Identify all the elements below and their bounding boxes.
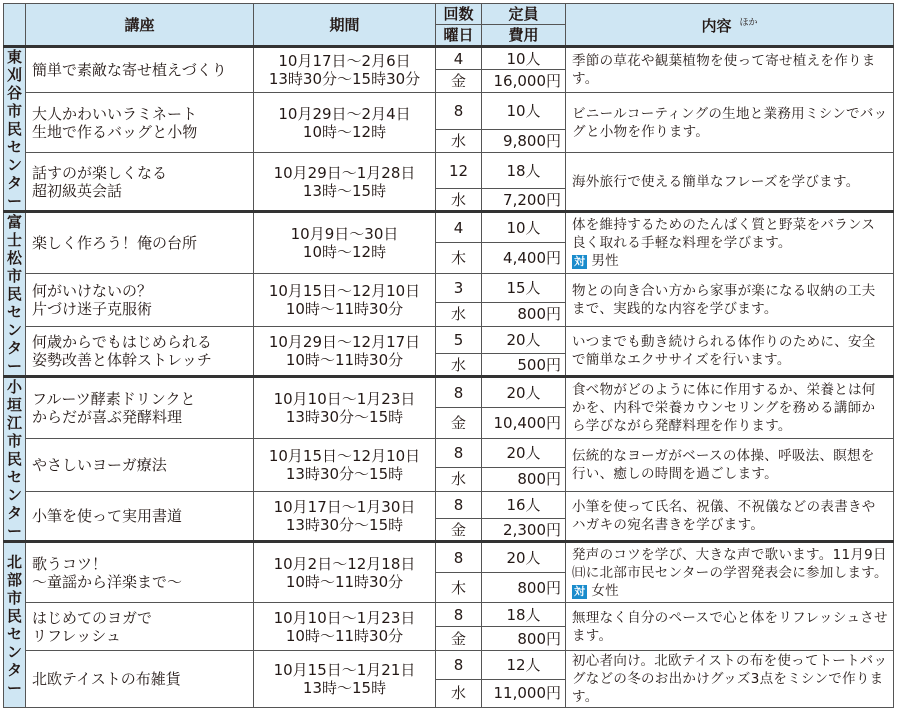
weekday: 水	[436, 189, 482, 212]
capacity: 10人	[482, 47, 566, 70]
weekday: 水	[436, 679, 482, 708]
course-name: 大人かわいいラミネート 生地で作るバッグと小物	[26, 93, 254, 153]
course-content	[566, 439, 894, 492]
weekday: 金	[436, 408, 482, 439]
weekday: 水	[436, 354, 482, 377]
course-name: 楽しく作ろう！俺の台所	[26, 212, 254, 274]
capacity: 16人	[482, 491, 566, 519]
course-period: 10月10日～1月23日 10時～11時30分	[254, 603, 436, 651]
weekday: 水	[436, 302, 482, 326]
target-badge: 対	[574, 255, 586, 268]
course-name: 話すのが楽しくなる 超初級英会話	[26, 153, 254, 212]
content-text: 食べ物がどのように体に作用するか、栄養とは何かを、内科で栄養カウンセリングを務める講師から学びながら発酵料理を作ります。	[572, 382, 876, 434]
course-content	[566, 93, 894, 153]
fee: 800円	[482, 573, 566, 603]
course-content	[566, 651, 894, 708]
course-header: 講座	[26, 4, 254, 47]
content-text: 発声のコツを学び、大きな声で歌います。11月9日㈰に北部市民センターの学習発表会に参加します。	[572, 546, 887, 581]
course-table-body	[4, 47, 894, 708]
content-text: 海外旅行で使える簡単なフレーズを学びます。	[572, 173, 860, 190]
capacity-header: 定員	[482, 4, 566, 25]
course-period: 10月15日～12月10日 13時30分～15時	[254, 439, 436, 492]
fee: 10,400円	[482, 408, 566, 439]
content-text: 伝統的なヨーガがベースの体操、呼吸法、瞑想を行い、癒しの時間を過ごします。	[572, 447, 875, 482]
capacity: 18人	[482, 603, 566, 627]
fee-header: 費用	[482, 25, 566, 47]
course-content	[566, 491, 894, 542]
fee: 9,800円	[482, 130, 566, 153]
venue-label: 小垣江市民センター	[4, 377, 26, 542]
course-period: 10月15日～1月21日 13時～15時	[254, 651, 436, 708]
content-text: ビニールコーティングの生地と業務用ミシンでバッグと小物を作ります。	[572, 105, 888, 140]
course-period: 10月2日～12月18日 10時～11時30分	[254, 542, 436, 603]
course-content	[566, 542, 894, 603]
course-period: 10月10日～1月23日 13時30分～15時	[254, 377, 436, 439]
weekday-header: 曜日	[436, 25, 482, 47]
course-period: 10月17日～2月6日 13時30分～15時30分	[254, 47, 436, 93]
session-count: 4	[436, 47, 482, 70]
fee: 7,200円	[482, 189, 566, 212]
course-period: 10月9日～30日 10時～12時	[254, 212, 436, 274]
venue-label: 北部市民センター	[4, 542, 26, 708]
course-table	[3, 3, 894, 708]
course-name: 歌うコツ！ ～童謡から洋楽まで～	[26, 542, 254, 603]
course-content	[566, 377, 894, 439]
capacity: 18人	[482, 153, 566, 189]
capacity: 20人	[482, 377, 566, 408]
weekday: 水	[436, 467, 482, 491]
content-text: 物との向き合い方から家事が楽になる収納の工夫まで、実践的な内容を学びます。	[572, 282, 876, 317]
content-text: いつまでも動き続けられる体作りのために、安全で簡単なエクササイズを行います。	[572, 333, 876, 368]
course-content	[566, 603, 894, 651]
weekday: 木	[436, 573, 482, 603]
course-period: 10月17日～1月30日 13時30分～15時	[254, 491, 436, 542]
weekday: 金	[436, 70, 482, 93]
content-text: 体を維持するためのたんぱく質と野菜をバランス良く取れる手軽な料理を学びます。	[572, 217, 876, 251]
content-text: 初心者向け。北欧テイストの布を使ってトートバッグなどの冬のお出かけグッズ3点をミシンで作ります。	[572, 653, 888, 705]
course-name: 何がいけないの？ 片づけ迷子克服術	[26, 274, 254, 327]
weekday: 金	[436, 627, 482, 651]
period-header: 期間	[254, 4, 436, 47]
fee: 2,300円	[482, 519, 566, 542]
fee: 11,000円	[482, 679, 566, 708]
session-count: 8	[436, 491, 482, 519]
target-text: 男性	[591, 253, 619, 269]
course-content	[566, 326, 894, 377]
capacity: 10人	[482, 93, 566, 130]
weekday: 水	[436, 130, 482, 153]
session-count: 8	[436, 439, 482, 468]
content-text: 無理なく自分のペースで心と体をリフレッシュさせます。	[572, 609, 888, 644]
session-count: 12	[436, 153, 482, 189]
weekday: 金	[436, 519, 482, 542]
course-name: 小筆を使って実用書道	[26, 491, 254, 542]
target-text: 女性	[591, 582, 619, 599]
session-count: 8	[436, 651, 482, 680]
course-period: 10月29日～12月17日 10時～11時30分	[254, 326, 436, 377]
fee: 800円	[482, 302, 566, 326]
course-content	[566, 47, 894, 93]
content-text: 季節の草花や観葉植物を使って寄せ植えを作ります。	[572, 53, 876, 87]
fee: 4,400円	[482, 243, 566, 274]
capacity: 12人	[482, 651, 566, 680]
venue-label: 東刈谷市民センター	[4, 47, 26, 212]
target-badge: 対	[574, 584, 586, 598]
content-header: 内容 $^{ほか}$	[566, 4, 894, 47]
fee: 500円	[482, 354, 566, 377]
capacity: 10人	[482, 212, 566, 243]
capacity: 20人	[482, 542, 566, 573]
session-count: 4	[436, 212, 482, 243]
capacity: 20人	[482, 439, 566, 468]
capacity: 20人	[482, 326, 566, 354]
course-name: 簡単で素敵な寄せ植えづくり	[26, 47, 254, 93]
fee: 800円	[482, 467, 566, 491]
course-name: 北欧テイストの布雑貨	[26, 651, 254, 708]
course-content	[566, 153, 894, 212]
count-header: 回数	[436, 4, 482, 25]
course-period: 10月15日～12月10日 10時～11時30分	[254, 274, 436, 327]
course-name: フルーツ酵素ドリンクと からだが喜ぶ発酵料理	[26, 377, 254, 439]
session-count: 8	[436, 377, 482, 408]
course-content	[566, 274, 894, 327]
course-name: 何歳からでもはじめられる 姿勢改善と体幹ストレッチ	[26, 326, 254, 377]
weekday: 木	[436, 243, 482, 274]
course-period: 10月29日～1月28日 13時～15時	[254, 153, 436, 212]
session-count: 8	[436, 542, 482, 573]
venue-label: 富士松市民センター	[4, 212, 26, 377]
course-period: 10月29日～2月4日 10時～12時	[254, 93, 436, 153]
session-count: 3	[436, 274, 482, 303]
capacity: 15人	[482, 274, 566, 303]
content-text: 小筆を使って氏名、祝儀、不祝儀などの表書きやハガキの宛名書きを学びます。	[572, 498, 876, 533]
session-count: 8	[436, 603, 482, 627]
venue-header	[4, 4, 26, 47]
fee: 800円	[482, 627, 566, 651]
session-count: 5	[436, 326, 482, 354]
course-content	[566, 212, 894, 274]
session-count: 8	[436, 93, 482, 130]
fee: 16,000円	[482, 70, 566, 93]
course-name: はじめてのヨガで リフレッシュ	[26, 603, 254, 651]
course-name: やさしいヨーガ療法	[26, 439, 254, 492]
